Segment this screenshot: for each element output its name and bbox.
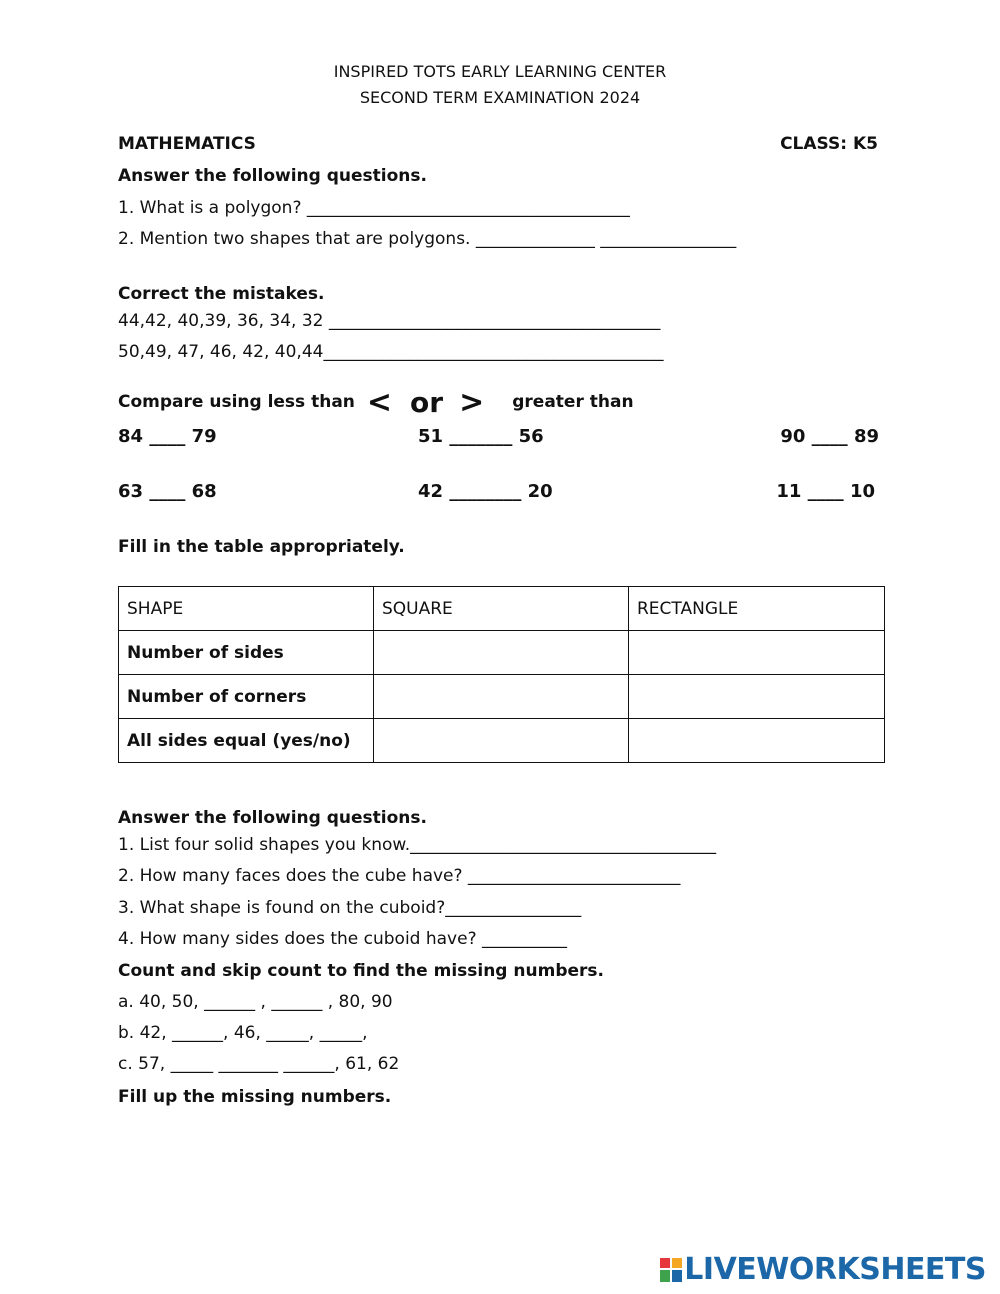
- section5-question-4[interactable]: 4. How many sides does the cuboid have? __________: [118, 929, 568, 949]
- section7-heading: Fill up the missing numbers.: [118, 1087, 392, 1107]
- section5-question-3[interactable]: 3. What shape is found on the cuboid?________________: [118, 898, 582, 918]
- table-cell-input[interactable]: [629, 719, 885, 763]
- subject-label: MATHEMATICS: [118, 134, 256, 154]
- compare-heading-post: greater than: [512, 392, 634, 412]
- skip-count-c[interactable]: c. 57, _____ _______ ______, 61, 62: [118, 1054, 400, 1074]
- or-word: or: [410, 385, 444, 419]
- correct-line-1[interactable]: 44,42, 40,39, 36, 34, 32 _______________________________________: [118, 311, 661, 331]
- section5-question-1[interactable]: 1. List four solid shapes you know.____________________________________: [118, 835, 717, 855]
- section4-heading: Fill in the table appropriately.: [118, 537, 405, 557]
- shapes-table: [118, 586, 885, 763]
- section6-heading: Count and skip count to find the missing numbers.: [118, 961, 604, 981]
- correct-line-2[interactable]: 50,49, 47, 46, 42, 40,44________________________________________: [118, 342, 664, 362]
- skip-count-a[interactable]: a. 40, 50, ______ , ______ , 80, 90: [118, 992, 393, 1012]
- compare-heading: [118, 382, 634, 422]
- table-header-rectangle: RECTANGLE: [629, 587, 885, 631]
- less-than-symbol: <: [366, 384, 393, 420]
- exam-title: SECOND TERM EXAMINATION 2024: [359, 88, 641, 107]
- liveworksheets-logo: [660, 1252, 986, 1287]
- compare-item-6[interactable]: 11 ____ 10: [776, 481, 875, 502]
- school-name: INSPIRED TOTS EARLY LEARNING CENTER: [333, 62, 667, 81]
- section5-question-2[interactable]: 2. How many faces does the cube have? _________________________: [118, 866, 681, 886]
- section2-heading: Correct the mistakes.: [118, 284, 325, 304]
- liveworksheets-logo-icon: [660, 1258, 682, 1282]
- section1-question-1[interactable]: 1. What is a polygon? ______________________________________: [118, 198, 630, 218]
- compare-heading-pre: Compare using less than: [118, 392, 355, 412]
- table-header-shape: SHAPE: [119, 587, 374, 631]
- section5-heading: Answer the following questions.: [118, 808, 427, 828]
- table-row-label: Number of sides: [119, 631, 374, 675]
- table-row-label: All sides equal (yes/no): [119, 719, 374, 763]
- compare-item-3[interactable]: 90 ____ 89: [780, 426, 879, 447]
- table-row-label: Number of corners: [119, 675, 374, 719]
- greater-than-symbol: >: [459, 384, 485, 420]
- table-cell-input[interactable]: [374, 719, 629, 763]
- section1-heading: Answer the following questions.: [118, 166, 427, 186]
- table-row: [119, 675, 885, 719]
- table-row: [119, 719, 885, 763]
- section1-question-2[interactable]: 2. Mention two shapes that are polygons. ______________ ________________: [118, 229, 737, 249]
- compare-item-2[interactable]: 51 _______ 56: [418, 426, 544, 447]
- table-cell-input[interactable]: [374, 631, 629, 675]
- table-header-row: [119, 587, 885, 631]
- compare-item-1[interactable]: 84 ____ 79: [118, 426, 217, 447]
- table-header-square: SQUARE: [374, 587, 629, 631]
- table-cell-input[interactable]: [629, 631, 885, 675]
- compare-item-5[interactable]: 42 ________ 20: [418, 481, 553, 502]
- table-row: [119, 631, 885, 675]
- class-label: CLASS: K5: [780, 134, 878, 154]
- table-cell-input[interactable]: [374, 675, 629, 719]
- liveworksheets-logo-text: LIVEWORKSHEETS: [684, 1252, 986, 1287]
- compare-item-4[interactable]: 63 ____ 68: [118, 481, 217, 502]
- table-cell-input[interactable]: [629, 675, 885, 719]
- skip-count-b[interactable]: b. 42, ______, 46, _____, _____,: [118, 1023, 368, 1043]
